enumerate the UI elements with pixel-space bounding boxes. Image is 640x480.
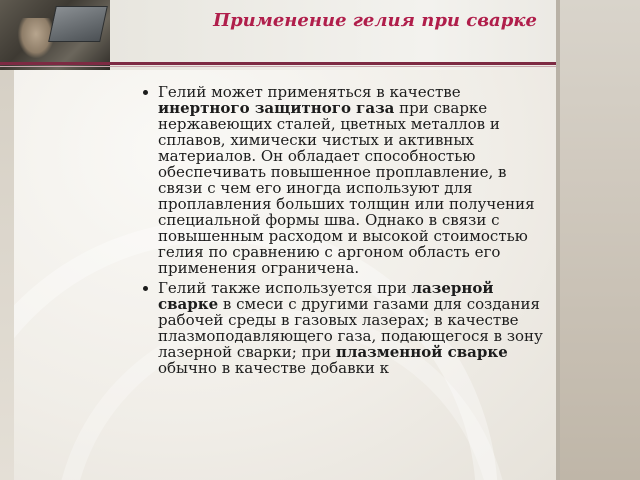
content-panel: [14, 70, 556, 480]
slide-title: Применение гелия при сварке: [213, 10, 537, 31]
laptop-image: [48, 6, 108, 42]
bullet-bold-term: плазменной сварке: [335, 343, 508, 361]
bullet-list-container: [14, 84, 556, 380]
bullet-bold-term: лазерной сварке: [158, 279, 494, 313]
right-decor-bar: [556, 0, 640, 480]
header-divider-thin: [0, 66, 640, 67]
bullet-text-run: Гелий может применяться в качестве: [158, 83, 461, 101]
bullet-text-run: обычно в качестве добавки к: [158, 359, 390, 377]
bullet-bold-term: инертного защитного газа: [158, 99, 395, 117]
bullet-text: [158, 280, 548, 376]
left-decor-bar: [0, 70, 14, 480]
bullet-text-run: при сварке нержавеющих сталей, цветных металлов и сплавов, химически чистых и активных материалов. Он обладает способностью обеспечивать повышенное проплавление, в связи с чем его иногда используют для проплавления больших толщин или получения специальной формы шва. Однако в связи с повышенным расходом и высокой стоимостью гелия по сравнению с аргоном область его применения ограничена.: [158, 99, 535, 277]
bullet-text: [158, 84, 548, 276]
header-divider: [0, 62, 640, 65]
bullet-item: [14, 84, 556, 276]
bullet-text-run: в смеси с другими газами для создания рабочей среды в газовых лазерах; в качестве плазмоподавляющего газа, подающегося в зону лазерной сварки; при: [158, 295, 543, 361]
bullet-dot-icon: [143, 286, 148, 291]
bullet-list: [14, 84, 556, 376]
header-photo: [0, 0, 110, 70]
bullet-text-run: Гелий также используется при: [158, 279, 412, 297]
bullet-dot-icon: [143, 90, 148, 95]
bullet-item: [14, 280, 556, 376]
